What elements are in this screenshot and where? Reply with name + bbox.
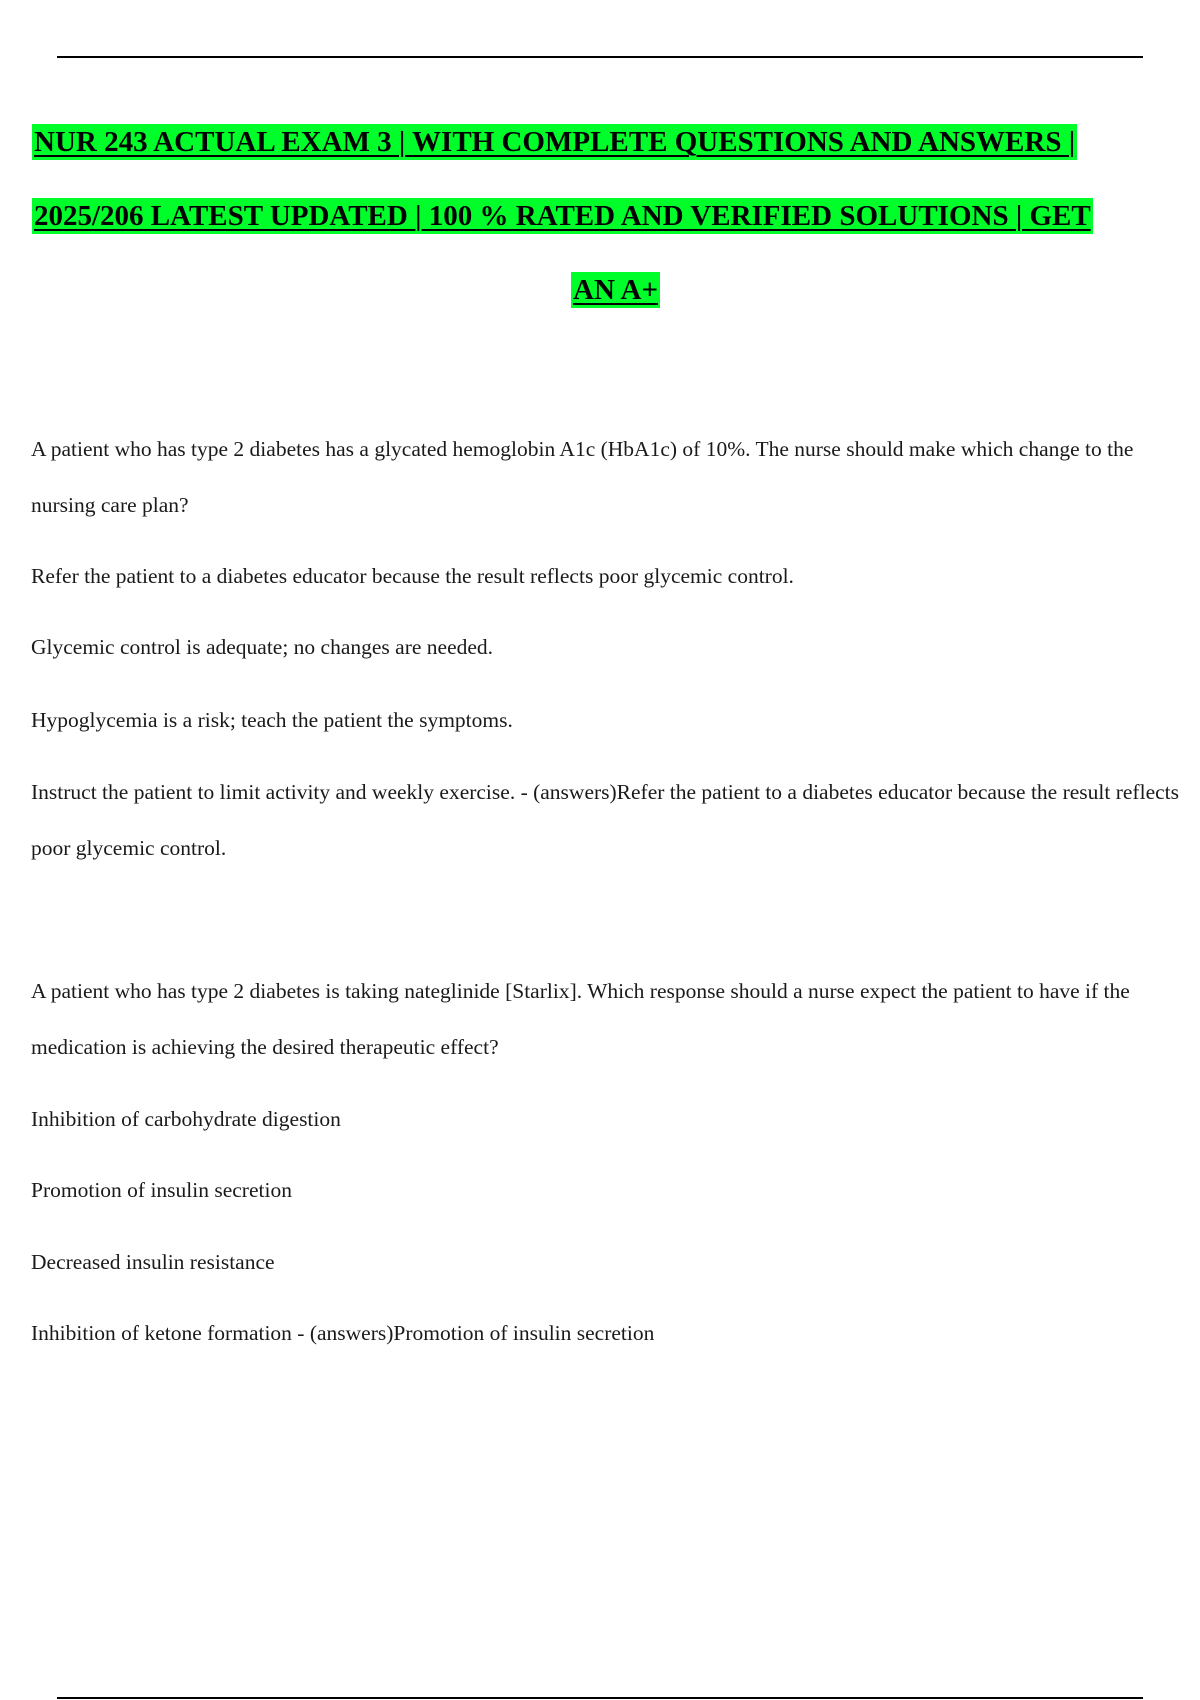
footer-rule — [57, 1697, 1143, 1699]
document-title-line-2: 2025/206 LATEST UPDATED | 100 % RATED AND VERIFIED SOLUTIONS | GET — [34, 200, 1091, 232]
question-1-option-2: Glycemic control is adequate; no changes are needed. — [31, 635, 494, 659]
question-1-option-1: Refer the patient to a diabetes educator because the result reflects poor glycemic control. — [31, 564, 794, 588]
header-rule — [57, 56, 1143, 58]
question-1-option-3: Hypoglycemia is a risk; teach the patient the symptoms. — [31, 708, 513, 732]
question-1-option-4-answer: Instruct the patient to limit activity and weekly exercise. - (answers)Refer the patient to a diabetes educator because the result reflects poor glycemic control. — [31, 780, 1179, 860]
question-2-option-4-answer: Inhibition of ketone formation - (answers)Promotion of insulin secretion — [31, 1321, 655, 1345]
document-title-line-1: NUR 243 ACTUAL EXAM 3 | WITH COMPLETE QUESTIONS AND ANSWERS | — [34, 126, 1076, 158]
question-1-stem: A patient who has type 2 diabetes has a glycated hemoglobin A1c (HbA1c) of 10%. The nurse should make which change to the nursing care plan? — [31, 437, 1134, 517]
question-2-stem: A patient who has type 2 diabetes is taking nateglinide [Starlix]. Which response should a nurse expect the patient to have if the medication is achieving the desired therapeutic effect? — [31, 979, 1130, 1059]
question-2-option-1: Inhibition of carbohydrate digestion — [31, 1107, 341, 1131]
question-2-option-3: Decreased insulin resistance — [31, 1250, 275, 1274]
document-title-line-3: AN A+ — [573, 274, 659, 306]
question-2-option-2: Promotion of insulin secretion — [31, 1178, 292, 1202]
